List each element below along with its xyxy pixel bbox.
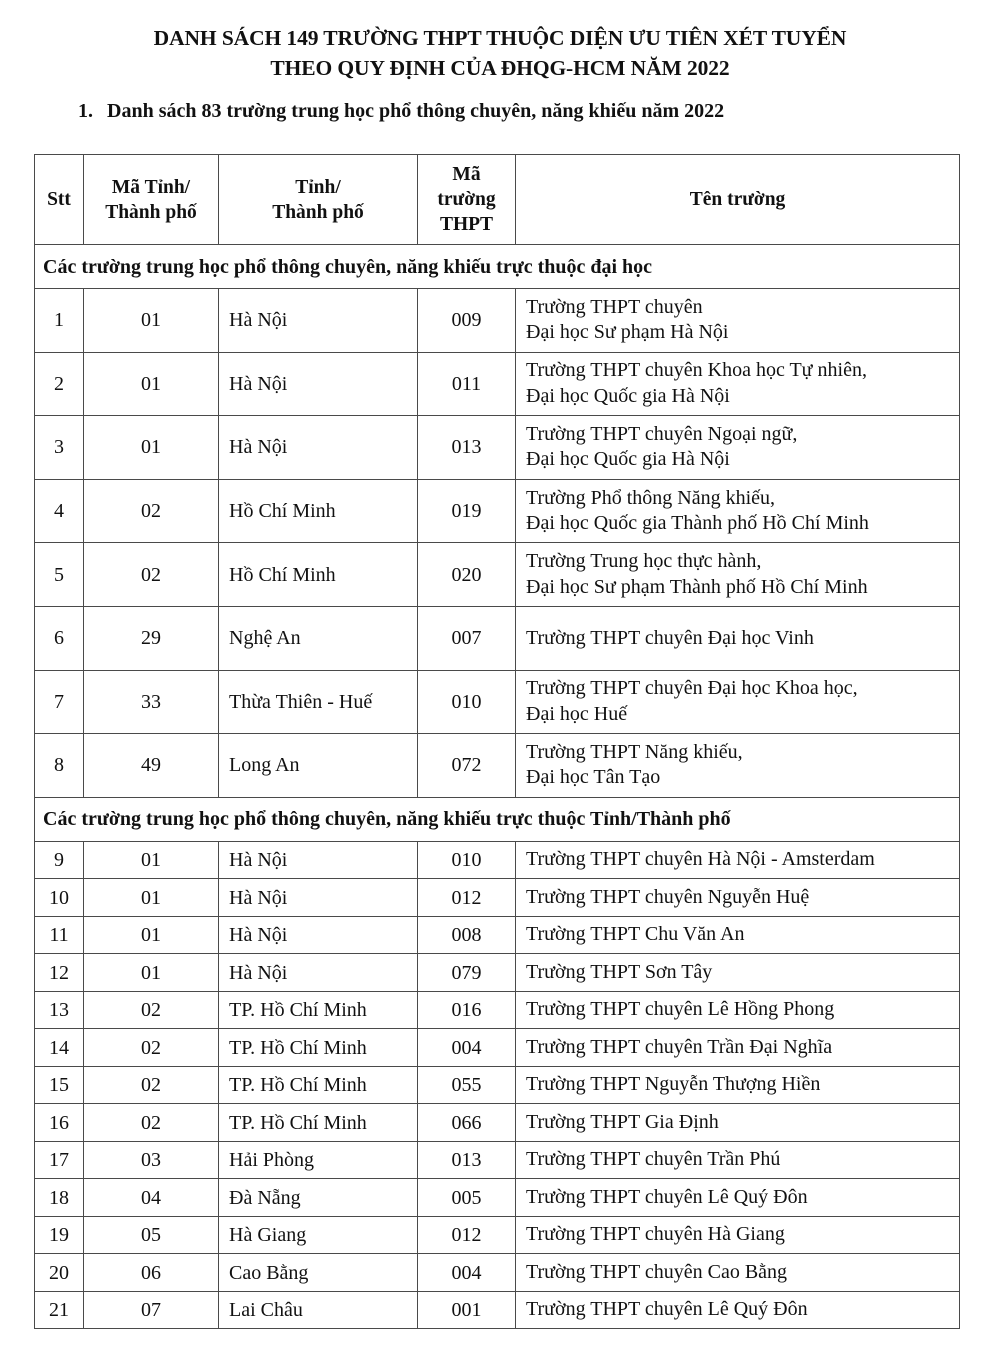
cell-ten-truong [516,289,960,353]
cell-ma-tinh: 02 [84,479,219,543]
table-row [35,1141,960,1179]
table-row [35,734,960,798]
school-name-line: Trường Phổ thông Năng khiếu, [526,486,776,509]
header-stt: Stt [35,155,84,245]
school-name-line: Trường THPT chuyên Khoa học Tự nhiên, [526,359,867,382]
cell-ten-truong [516,352,960,416]
cell-tinh: Hồ Chí Minh [219,543,418,607]
cell-ten-truong [516,1291,960,1329]
cell-tinh: Cao Bằng [219,1254,418,1292]
cell-ten-truong [516,416,960,480]
header-ma-tinh-line-1: Mã Tỉnh/ [111,176,191,198]
cell-ten-truong [516,991,960,1029]
table-row [35,916,960,954]
school-name-line: Đại học Tân Tạo [526,766,661,789]
table-row [35,543,960,607]
cell-ma-tinh: 02 [84,543,219,607]
table-row [35,416,960,480]
header-tinh [219,155,418,245]
school-name-line: Trường THPT Năng khiếu, [526,740,743,763]
school-name-line: Trường THPT chuyên [526,295,703,318]
school-name-line: Trường Trung học thực hành, [526,550,762,573]
cell-ten-truong [516,1254,960,1292]
cell-ten-truong [516,1104,960,1142]
cell-ma-truong: 004 [418,1254,516,1292]
table-row [35,1291,960,1329]
table-row [35,1066,960,1104]
cell-ma-tinh: 03 [84,1141,219,1179]
school-name-line: Trường THPT Sơn Tây [526,960,713,983]
cell-ten-truong [516,670,960,734]
cell-ma-tinh: 01 [84,954,219,992]
group-label: Các trường trung học phổ thông chuyên, năng khiếu trực thuộc đại học [35,245,960,289]
cell-ma-tinh: 01 [84,841,219,879]
cell-stt: 7 [35,670,84,734]
cell-ten-truong [516,543,960,607]
cell-ten-truong [516,841,960,879]
header-ma-tinh-line-2: Thành phố [105,201,197,223]
school-name-line: Trường THPT chuyên Hà Nội - Amsterdam [526,848,875,871]
cell-tinh: Hà Nội [219,841,418,879]
cell-tinh: Hải Phòng [219,1141,418,1179]
cell-ten-truong [516,734,960,798]
table-row [35,1254,960,1292]
cell-stt: 15 [35,1066,84,1104]
school-name-line: Trường THPT chuyên Trần Đại Nghĩa [526,1035,833,1058]
cell-ma-tinh: 01 [84,289,219,353]
cell-tinh: Long An [219,734,418,798]
cell-ten-truong [516,954,960,992]
school-name-line: Đại học Quốc gia Thành phố Hồ Chí Minh [526,512,869,535]
school-name-line: Đại học Sư phạm Thành phố Hồ Chí Minh [526,575,868,598]
school-name-line: Trường THPT chuyên Hà Giang [526,1223,785,1246]
header-ten-truong: Tên trường [516,155,960,245]
table-row [35,479,960,543]
table-row [35,670,960,734]
cell-ma-truong: 008 [418,916,516,954]
cell-ma-tinh: 05 [84,1216,219,1254]
table-row [35,289,960,353]
cell-ma-truong: 019 [418,479,516,543]
cell-ma-truong: 013 [418,416,516,480]
section-heading [78,97,724,125]
cell-ma-truong: 005 [418,1179,516,1217]
school-name-line: Trường THPT chuyên Lê Hồng Phong [526,998,835,1021]
cell-stt: 20 [35,1254,84,1292]
table-body [35,245,960,1329]
cell-stt: 4 [35,479,84,543]
cell-stt: 5 [35,543,84,607]
cell-ma-truong: 072 [418,734,516,798]
section-number: 1. [78,100,93,122]
table-row [35,1179,960,1217]
group-label: Các trường trung học phổ thông chuyên, năng khiếu trực thuộc Tỉnh/Thành phố [35,797,960,841]
school-name-line: Trường THPT chuyên Nguyễn Huệ [526,885,810,908]
cell-ma-truong: 010 [418,841,516,879]
header-ma-truong-line-1: Mã [452,164,481,185]
cell-tinh: Lai Châu [219,1291,418,1329]
table-row [35,841,960,879]
cell-ma-truong: 012 [418,879,516,917]
cell-stt: 13 [35,991,84,1029]
table-header-row [35,155,960,245]
cell-ma-tinh: 07 [84,1291,219,1329]
school-name-line: Đại học Sư phạm Hà Nội [526,321,729,344]
table-row [35,1216,960,1254]
school-name-line: Trường THPT chuyên Lê Quý Đôn [526,1185,808,1208]
cell-tinh: Hà Nội [219,352,418,416]
table-row [35,352,960,416]
table-row [35,879,960,917]
cell-stt: 21 [35,1291,84,1329]
cell-tinh: Hà Nội [219,416,418,480]
cell-ten-truong [516,879,960,917]
table-row [35,1029,960,1067]
table-row [35,954,960,992]
cell-ma-tinh: 49 [84,734,219,798]
cell-tinh: Thừa Thiên - Huế [219,670,418,734]
document-title-line-1: DANH SÁCH 149 TRƯỜNG THPT THUỘC DIỆN ƯU TIÊN XÉT TUYỂN [153,26,847,50]
table-row [35,606,960,670]
header-ma-truong-line-2: trường [437,189,496,210]
cell-tinh: Hà Nội [219,916,418,954]
cell-stt: 1 [35,289,84,353]
cell-ma-truong: 055 [418,1066,516,1104]
cell-stt: 9 [35,841,84,879]
cell-tinh: TP. Hồ Chí Minh [219,1066,418,1104]
cell-stt: 14 [35,1029,84,1067]
cell-ma-tinh: 06 [84,1254,219,1292]
cell-ma-truong: 020 [418,543,516,607]
cell-tinh: Hồ Chí Minh [219,479,418,543]
cell-ten-truong [516,1066,960,1104]
cell-ten-truong [516,479,960,543]
group-header-row [35,245,960,289]
cell-ma-truong: 016 [418,991,516,1029]
school-name-line: Trường THPT chuyên Đại học Khoa học, [526,677,858,700]
cell-stt: 8 [35,734,84,798]
cell-stt: 3 [35,416,84,480]
header-ma-truong [418,155,516,245]
school-name-line: Đại học Quốc gia Hà Nội [526,384,730,407]
header-tinh-line-1: Tỉnh/ [295,176,341,198]
school-name-line: Trường THPT chuyên Đại học Vinh [526,626,814,649]
school-name-line: Đại học Huế [526,702,628,725]
cell-ten-truong [516,606,960,670]
cell-tinh: TP. Hồ Chí Minh [219,991,418,1029]
cell-ma-tinh: 01 [84,416,219,480]
cell-ma-tinh: 33 [84,670,219,734]
school-name-line: Trường THPT Gia Định [526,1110,719,1133]
cell-stt: 12 [35,954,84,992]
school-name-line: Trường THPT chuyên Trần Phú [526,1148,781,1171]
cell-ma-truong: 066 [418,1104,516,1142]
cell-ma-tinh: 02 [84,991,219,1029]
cell-tinh: Nghệ An [219,606,418,670]
cell-ten-truong [516,1029,960,1067]
school-name-line: Trường THPT Nguyễn Thượng Hiền [526,1073,821,1096]
cell-ma-tinh: 02 [84,1029,219,1067]
cell-ma-truong: 001 [418,1291,516,1329]
cell-ma-tinh: 02 [84,1066,219,1104]
group-header-row [35,797,960,841]
school-name-line: Trường THPT chuyên Cao Bằng [526,1260,788,1283]
header-ma-tinh [84,155,219,245]
cell-tinh: Hà Nội [219,954,418,992]
cell-ma-tinh: 02 [84,1104,219,1142]
cell-ma-truong: 010 [418,670,516,734]
cell-ma-truong: 004 [418,1029,516,1067]
cell-stt: 6 [35,606,84,670]
cell-ten-truong [516,1179,960,1217]
table-row [35,1104,960,1142]
cell-stt: 10 [35,879,84,917]
cell-ma-tinh: 01 [84,916,219,954]
cell-ma-tinh: 01 [84,879,219,917]
school-name-line: Trường THPT chuyên Ngoại ngữ, [526,422,798,445]
cell-stt: 19 [35,1216,84,1254]
cell-ma-tinh: 04 [84,1179,219,1217]
cell-ma-truong: 013 [418,1141,516,1179]
cell-stt: 16 [35,1104,84,1142]
school-name-line: Đại học Quốc gia Hà Nội [526,448,730,471]
cell-ma-truong: 079 [418,954,516,992]
cell-ten-truong [516,916,960,954]
cell-stt: 17 [35,1141,84,1179]
cell-tinh: Hà Nội [219,289,418,353]
header-tinh-line-2: Thành phố [272,201,364,223]
cell-ma-truong: 011 [418,352,516,416]
school-name-line: Trường THPT chuyên Lê Quý Đôn [526,1298,808,1321]
table-row [35,991,960,1029]
cell-ma-tinh: 29 [84,606,219,670]
header-ma-truong-line-3: THPT [439,214,494,235]
cell-ma-truong: 009 [418,289,516,353]
cell-ma-truong: 007 [418,606,516,670]
cell-ten-truong [516,1216,960,1254]
cell-ma-truong: 012 [418,1216,516,1254]
section-title: Danh sách 83 trường trung học phổ thông chuyên, năng khiếu năm 2022 [107,100,725,122]
schools-table [34,154,960,1329]
cell-stt: 2 [35,352,84,416]
cell-tinh: Đà Nẵng [219,1179,418,1217]
cell-tinh: TP. Hồ Chí Minh [219,1029,418,1067]
document-title-line-2: THEO QUY ĐỊNH CỦA ĐHQG-HCM NĂM 2022 [270,56,730,80]
cell-ten-truong [516,1141,960,1179]
cell-tinh: Hà Giang [219,1216,418,1254]
cell-ma-tinh: 01 [84,352,219,416]
cell-stt: 11 [35,916,84,954]
cell-tinh: TP. Hồ Chí Minh [219,1104,418,1142]
cell-tinh: Hà Nội [219,879,418,917]
school-name-line: Trường THPT Chu Văn An [526,923,745,946]
cell-stt: 18 [35,1179,84,1217]
